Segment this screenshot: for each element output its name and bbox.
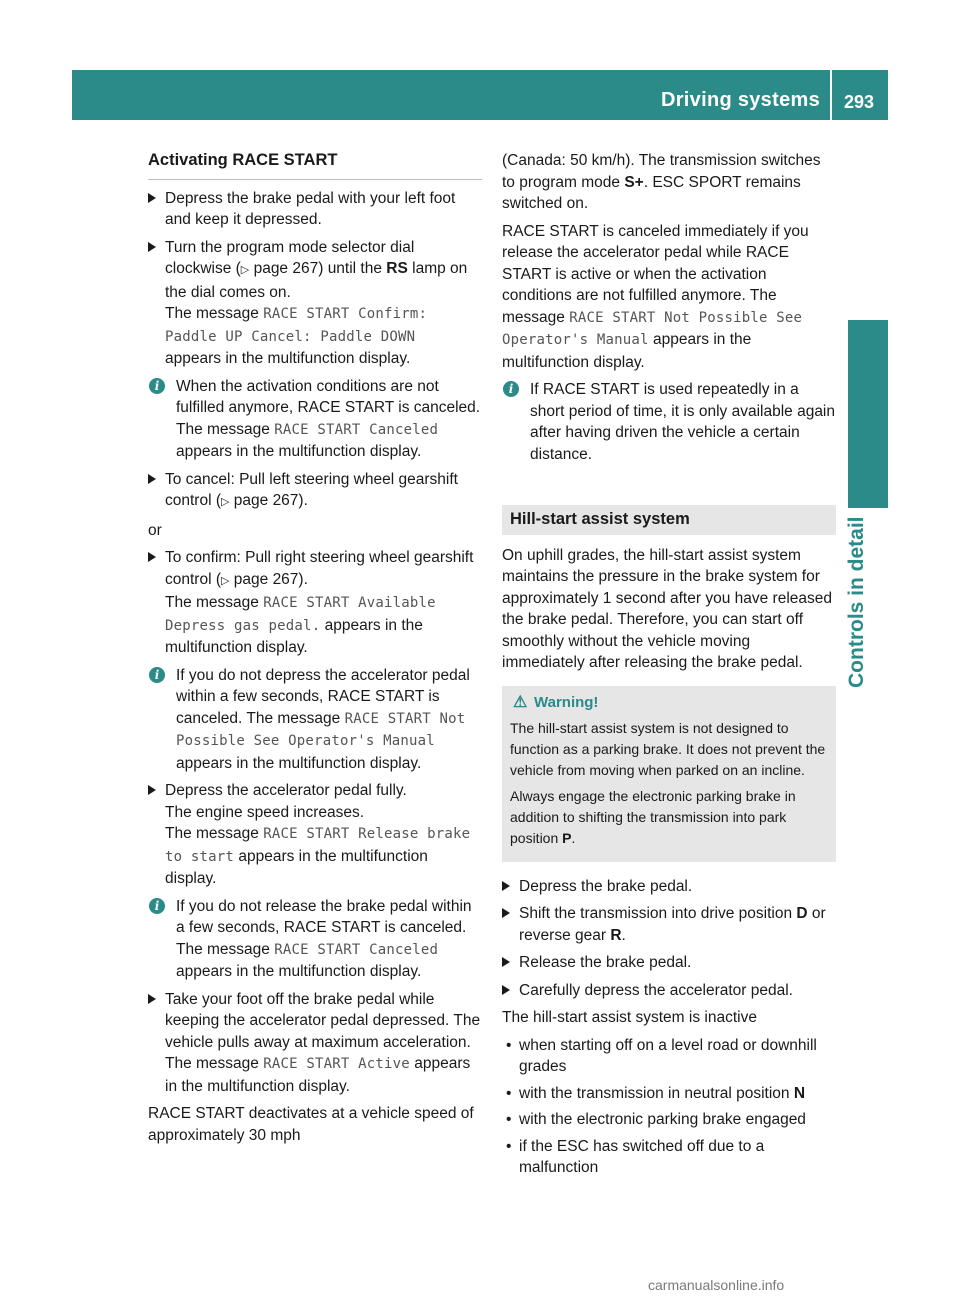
paragraph: (Canada: 50 km/h). The transmission switches to program mode S+. ESC SPORT remains switched on. (502, 152, 821, 212)
step-item: To cancel: Pull left steering wheel gearshift control (▷ page 267). (148, 469, 482, 514)
left-column (148, 150, 482, 1152)
arrow-icon (148, 994, 156, 1004)
paragraph: On uphill grades, the hill-start assist system maintains the pressure in the brake system for approximately 1 second after you have released the brake pedal. Therefore, you can start off smoothly without the vehicle moving immediately after releasing the brake pedal. (502, 546, 833, 671)
right-column (502, 150, 836, 1184)
side-tab (845, 120, 888, 1188)
step-item: Depress the brake pedal with your left foot and keep it depressed. (148, 188, 482, 231)
page-ref-icon: ▷ (240, 264, 250, 276)
bullet-icon: • (506, 1137, 512, 1155)
page-ref-icon: ▷ (221, 496, 230, 508)
list-item: • with the transmission in neutral position N (502, 1083, 836, 1105)
step-item: Carefully depress the accelerator pedal. (502, 980, 836, 1002)
info-icon: i (149, 667, 165, 683)
bullet-icon: • (506, 1084, 512, 1102)
arrow-icon (148, 474, 156, 484)
bullet-icon: • (506, 1036, 512, 1054)
paragraph: RACE START is canceled immediately if you release the accelerator pedal while RACE START is active or when the activation conditions are not fulfilled anymore. The message RACE START Not Possible See Operator's Manual appears in the multifunction display. (502, 222, 809, 371)
arrow-icon (148, 242, 156, 252)
arrow-icon (502, 957, 510, 967)
display-message: RACE START Not Possible See Operator's Manual (502, 309, 803, 348)
side-tab-label: Controls in detail (845, 516, 868, 688)
paragraph: RACE START deactivates at a vehicle speed of approximately 30 mph (148, 1105, 474, 1144)
step-item: Depress the brake pedal. (502, 876, 836, 898)
step-item: Turn the program mode selector dial clockwise (▷ page 267) until the RS lamp on the dial comes on. The message RACE START Confirm: Paddle UP Cancel: Paddle DOWN appears in the multifunction display. (148, 237, 482, 370)
paragraph: The hill-start assist system is inactive (502, 1009, 757, 1026)
list-item: • when starting off on a level road or downhill grades (506, 1036, 817, 1075)
section-title: Driving systems (660, 89, 820, 111)
warning-box (502, 686, 836, 862)
section-heading: Hill-start assist system (502, 505, 836, 535)
arrow-icon (148, 552, 156, 562)
list-item: • with the electronic parking brake engaged (502, 1109, 836, 1131)
display-message: RACE START Active (263, 1056, 410, 1072)
warning-icon: ⚠ (513, 693, 528, 711)
step-item: Shift the transmission into drive position D or reverse gear R. (502, 903, 836, 946)
step-item: Release the brake pedal. (502, 952, 836, 974)
page-number: 293 (844, 92, 875, 112)
step-item: Take your foot off the brake pedal while keeping the accelerator pedal depressed. The vehicle pulls away at maximum acceleration. The message RACE START Active appears in the multifunction display. (148, 989, 482, 1098)
step-item: Depress the accelerator pedal fully. The engine speed increases. The message RACE START Release brake to start appears in the multifunction display. (148, 780, 482, 890)
display-message: RACE START Canceled (274, 421, 439, 438)
or-text: or (148, 521, 162, 539)
info-icon: i (503, 381, 519, 397)
display-message: RACE START Canceled (274, 941, 439, 958)
info-note: i If you do not depress the accelerator pedal within a few seconds, RACE START is canceled. The message RACE START Not Possible See Operator's Manual appears in the multifunction display. (148, 665, 482, 775)
header-divider (830, 70, 832, 120)
info-icon: i (149, 898, 165, 914)
step-item: To confirm: Pull right steering wheel gearshift control (▷ page 267). The message RACE START Available Depress gas pedal. appears in the multifunction display. (148, 547, 482, 659)
page-ref-icon: ▷ (221, 574, 230, 587)
list-item: • if the ESC has switched off due to a malfunction (506, 1137, 765, 1176)
page-header (72, 70, 888, 120)
bullet-icon: • (506, 1111, 512, 1128)
arrow-icon (148, 785, 156, 795)
warning-text: The hill-start assist system is not designed to function as a parking brake. It does not prevent the vehicle from moving when parked on an incline. (510, 719, 826, 778)
footer-watermark: carmanualsonline.info (648, 1277, 785, 1293)
display-message: RACE START Confirm: Paddle UP Cancel: Paddle DOWN (165, 306, 428, 345)
info-note: i If RACE START is used repeatedly in a short period of time, it is only available again after having driven the vehicle a certain distance. (502, 379, 836, 465)
display-message: RACE START Release brake to start (165, 826, 471, 865)
arrow-icon (148, 193, 156, 203)
arrow-icon (502, 881, 510, 891)
warning-text: Always engage the electronic parking brake in addition to shifting the transmission into park position P. (510, 787, 796, 846)
display-message: RACE START Available Depress gas pedal. (165, 595, 436, 634)
info-icon: i (149, 378, 165, 394)
warning-title: ⚠ Warning! (513, 693, 599, 711)
arrow-icon (502, 985, 510, 995)
display-message: RACE START Not Possible See Operator's Manual (176, 710, 466, 749)
arrow-icon (502, 908, 510, 918)
subsection-heading: Activating RACE START (148, 150, 482, 180)
info-note: i When the activation conditions are not fulfilled anymore, RACE START is canceled. The message RACE START Canceled appears in the multifunction display. (148, 376, 482, 463)
info-note: i If you do not release the brake pedal within a few seconds, RACE START is canceled. The message RACE START Canceled appears in the multifunction display. (148, 896, 482, 983)
side-tab-marker (848, 320, 888, 508)
